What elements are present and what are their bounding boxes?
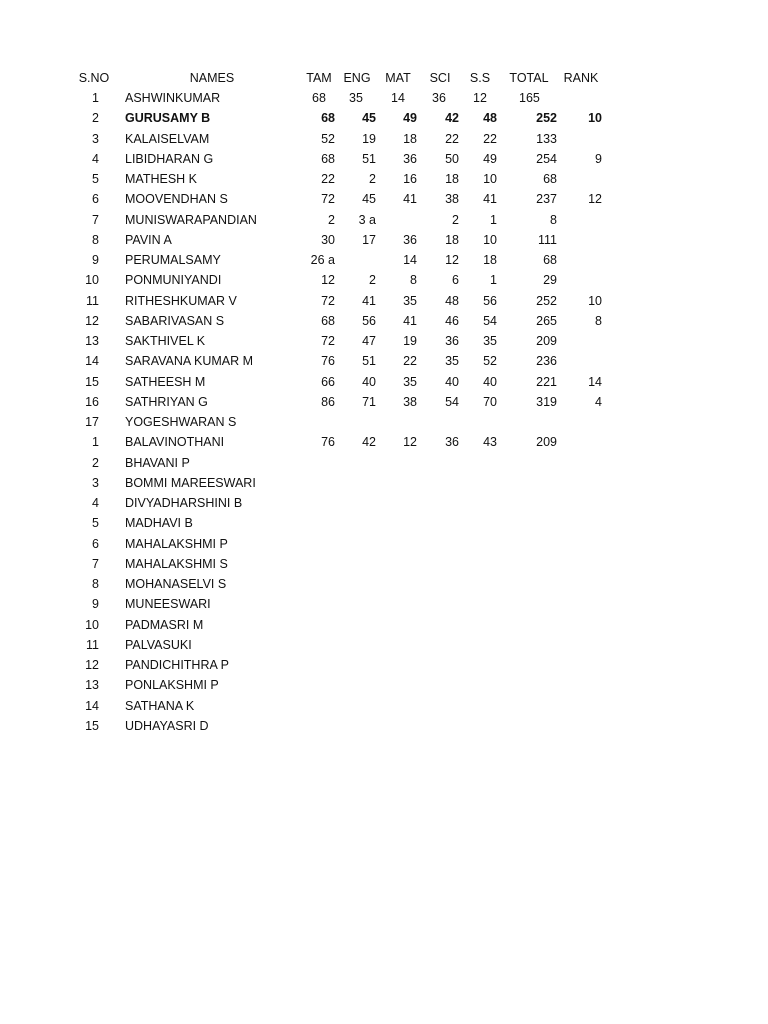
cell-sno: 6 — [92, 537, 99, 551]
cell-mat: 22 — [403, 354, 417, 368]
cell-tam: 30 — [321, 233, 335, 247]
cell-sno: 1 — [92, 435, 99, 449]
cell-sno: 5 — [92, 516, 99, 530]
cell-sno: 3 — [92, 476, 99, 490]
cell-total: 68 — [543, 253, 557, 267]
cell-ss: 12 — [473, 91, 487, 105]
cell-total: 221 — [536, 375, 557, 389]
cell-mat: 41 — [403, 192, 417, 206]
cell-eng: 45 — [362, 111, 376, 125]
cell-name: PONLAKSHMI P — [125, 678, 219, 692]
cell-tam: 72 — [321, 294, 335, 308]
cell-ss: 35 — [483, 334, 497, 348]
cell-eng: 17 — [362, 233, 376, 247]
cell-ss: 43 — [483, 435, 497, 449]
header-rank: RANK — [563, 71, 599, 85]
cell-name: MUNISWARAPANDIAN — [125, 213, 257, 227]
cell-name: MAHALAKSHMI S — [125, 557, 228, 571]
cell-rank: 9 — [595, 152, 602, 166]
header-eng: ENG — [343, 71, 371, 85]
cell-name: MADHAVI B — [125, 516, 193, 530]
cell-sno: 17 — [85, 415, 99, 429]
cell-sci: 40 — [445, 375, 459, 389]
cell-sno: 8 — [92, 577, 99, 591]
cell-sno: 12 — [85, 658, 99, 672]
cell-tam: 68 — [321, 314, 335, 328]
cell-sci: 2 — [452, 213, 459, 227]
cell-total: 319 — [536, 395, 557, 409]
cell-mat: 14 — [391, 91, 405, 105]
cell-sno: 4 — [92, 496, 99, 510]
cell-name: GURUSAMY B — [125, 111, 211, 125]
cell-eng: 71 — [362, 395, 376, 409]
cell-total: 237 — [536, 192, 557, 206]
cell-name: MUNEESWARI — [125, 597, 211, 611]
cell-eng: 47 — [362, 334, 376, 348]
cell-rank: 10 — [588, 111, 602, 125]
cell-sno: 10 — [85, 618, 99, 632]
cell-sno: 10 — [85, 273, 99, 287]
cell-sno: 15 — [85, 375, 99, 389]
cell-total: 8 — [550, 213, 557, 227]
cell-name: PADMASRI M — [125, 618, 204, 632]
cell-name: BOMMI MAREESWARI — [125, 476, 256, 490]
cell-eng: 51 — [362, 152, 376, 166]
cell-total: 68 — [543, 172, 557, 186]
cell-tam: 68 — [321, 152, 335, 166]
cell-name: YOGESHWARAN S — [125, 415, 237, 429]
cell-tam: 22 — [321, 172, 335, 186]
cell-name: SABARIVASAN S — [125, 314, 225, 328]
cell-sno: 12 — [85, 314, 99, 328]
cell-sno: 16 — [85, 395, 99, 409]
cell-tam: 72 — [321, 334, 335, 348]
cell-mat: 12 — [403, 435, 417, 449]
cell-mat: 18 — [403, 132, 417, 146]
cell-ss: 54 — [483, 314, 497, 328]
cell-mat: 19 — [403, 334, 417, 348]
cell-name: SATHRIYAN G — [125, 395, 208, 409]
header-mat: MAT — [385, 71, 411, 85]
cell-total: 252 — [536, 294, 557, 308]
cell-mat: 16 — [403, 172, 417, 186]
cell-sno: 1 — [92, 91, 99, 105]
cell-sno: 14 — [85, 699, 99, 713]
cell-total: 209 — [536, 435, 557, 449]
cell-mat: 38 — [403, 395, 417, 409]
cell-sno: 11 — [86, 294, 99, 308]
cell-mat: 36 — [403, 233, 417, 247]
cell-eng: 42 — [362, 435, 376, 449]
cell-sno: 8 — [92, 233, 99, 247]
cell-sno: 5 — [92, 172, 99, 186]
cell-sno: 4 — [92, 152, 99, 166]
cell-total: 209 — [536, 334, 557, 348]
cell-tam: 76 — [321, 354, 335, 368]
cell-sno: 13 — [85, 678, 99, 692]
cell-ss: 10 — [483, 233, 497, 247]
cell-ss: 56 — [483, 294, 497, 308]
cell-eng: 3 a — [358, 213, 376, 227]
cell-sci: 46 — [445, 314, 459, 328]
cell-total: 111 — [537, 233, 557, 247]
cell-eng: 51 — [362, 354, 376, 368]
cell-tam: 26 a — [310, 253, 335, 267]
cell-sci: 48 — [445, 294, 459, 308]
cell-sci: 18 — [445, 172, 459, 186]
cell-sno: 3 — [92, 132, 99, 146]
cell-sno: 7 — [92, 213, 99, 227]
cell-ss: 40 — [483, 375, 497, 389]
cell-ss: 1 — [490, 273, 497, 287]
cell-sno: 9 — [92, 253, 99, 267]
cell-sno: 6 — [92, 192, 99, 206]
cell-rank: 14 — [588, 375, 602, 389]
cell-name: MOHANASELVI S — [125, 577, 227, 591]
cell-name: BHAVANI P — [125, 456, 190, 470]
cell-tam: 52 — [321, 132, 335, 146]
cell-name: PALVASUKI — [125, 638, 192, 652]
cell-ss: 52 — [483, 354, 497, 368]
cell-tam: 12 — [321, 273, 335, 287]
cell-name: UDHAYASRI D — [125, 719, 209, 733]
cell-eng: 35 — [349, 91, 363, 105]
cell-tam: 72 — [321, 192, 335, 206]
cell-mat: 35 — [403, 294, 417, 308]
cell-sci: 50 — [445, 152, 459, 166]
cell-sci: 18 — [445, 233, 459, 247]
cell-sno: 14 — [85, 354, 99, 368]
cell-name: PONMUNIYANDI — [125, 273, 222, 287]
header-total: TOTAL — [509, 71, 549, 85]
header-names: NAMES — [189, 71, 235, 85]
cell-name: RITHESHKUMAR V — [125, 294, 237, 308]
cell-name: MAHALAKSHMI P — [125, 537, 228, 551]
cell-sci: 36 — [445, 334, 459, 348]
cell-name: ASHWINKUMAR — [125, 91, 221, 105]
cell-sci: 36 — [445, 435, 459, 449]
cell-name: SATHEESH M — [125, 375, 206, 389]
cell-name: PERUMALSAMY — [125, 253, 221, 267]
cell-ss: 70 — [483, 395, 497, 409]
cell-sci: 35 — [445, 354, 459, 368]
cell-ss: 49 — [483, 152, 497, 166]
cell-eng: 40 — [362, 375, 376, 389]
cell-mat: 8 — [410, 273, 417, 287]
cell-name: MOOVENDHAN S — [125, 192, 228, 206]
cell-eng: 19 — [362, 132, 376, 146]
cell-name: SARAVANA KUMAR M — [125, 354, 254, 368]
cell-eng: 41 — [362, 294, 376, 308]
cell-total: 29 — [543, 273, 557, 287]
header-sci: SCI — [429, 71, 451, 85]
cell-name: PAVIN A — [125, 233, 172, 247]
cell-sno: 9 — [92, 597, 99, 611]
cell-mat: 35 — [403, 375, 417, 389]
cell-name: SATHANA K — [125, 699, 195, 713]
cell-tam: 2 — [328, 213, 335, 227]
cell-eng: 2 — [369, 273, 376, 287]
cell-mat: 14 — [403, 253, 417, 267]
cell-name: SAKTHIVEL K — [125, 334, 206, 348]
cell-sci: 12 — [445, 253, 459, 267]
cell-sno: 11 — [86, 638, 99, 652]
cell-ss: 1 — [490, 213, 497, 227]
cell-rank: 12 — [588, 192, 602, 206]
cell-sno: 2 — [92, 111, 99, 125]
cell-total: 252 — [536, 111, 557, 125]
cell-ss: 22 — [483, 132, 497, 146]
cell-sno: 13 — [85, 334, 99, 348]
cell-name: MATHESH K — [125, 172, 197, 186]
cell-tam: 68 — [321, 111, 335, 125]
cell-sci: 54 — [445, 395, 459, 409]
cell-sci: 42 — [445, 111, 459, 125]
cell-mat: 36 — [403, 152, 417, 166]
cell-sci: 22 — [445, 132, 459, 146]
cell-total: 236 — [536, 354, 557, 368]
cell-sci: 6 — [452, 273, 459, 287]
cell-total: 265 — [536, 314, 557, 328]
cell-rank: 10 — [588, 294, 602, 308]
cell-eng: 45 — [362, 192, 376, 206]
cell-eng: 56 — [362, 314, 376, 328]
cell-name: LIBIDHARAN G — [125, 152, 214, 166]
cell-mat: 41 — [403, 314, 417, 328]
cell-sno: 7 — [92, 557, 99, 571]
cell-sci: 36 — [432, 91, 446, 105]
cell-rank: 8 — [595, 314, 602, 328]
cell-ss: 48 — [483, 111, 497, 125]
header-sno: S.NO — [78, 71, 110, 85]
cell-total: 133 — [536, 132, 557, 146]
header-ss: S.S — [469, 71, 491, 85]
cell-sci: 38 — [445, 192, 459, 206]
cell-tam: 66 — [321, 375, 335, 389]
cell-ss: 18 — [483, 253, 497, 267]
cell-sno: 2 — [92, 456, 99, 470]
cell-total: 165 — [519, 91, 540, 105]
cell-name: PANDICHITHRA P — [125, 658, 229, 672]
cell-name: DIVYADHARSHINI B — [125, 496, 243, 510]
cell-mat: 49 — [403, 111, 417, 125]
cell-tam: 76 — [321, 435, 335, 449]
cell-total: 254 — [536, 152, 557, 166]
cell-name: KALAISELVAM — [125, 132, 210, 146]
cell-name: BALAVINOTHANI — [125, 435, 225, 449]
cell-tam: 68 — [312, 91, 326, 105]
cell-ss: 10 — [483, 172, 497, 186]
cell-sno: 15 — [85, 719, 99, 733]
cell-tam: 86 — [321, 395, 335, 409]
cell-ss: 41 — [483, 192, 497, 206]
header-tam: TAM — [306, 71, 332, 85]
cell-rank: 4 — [595, 395, 602, 409]
cell-eng: 2 — [369, 172, 376, 186]
